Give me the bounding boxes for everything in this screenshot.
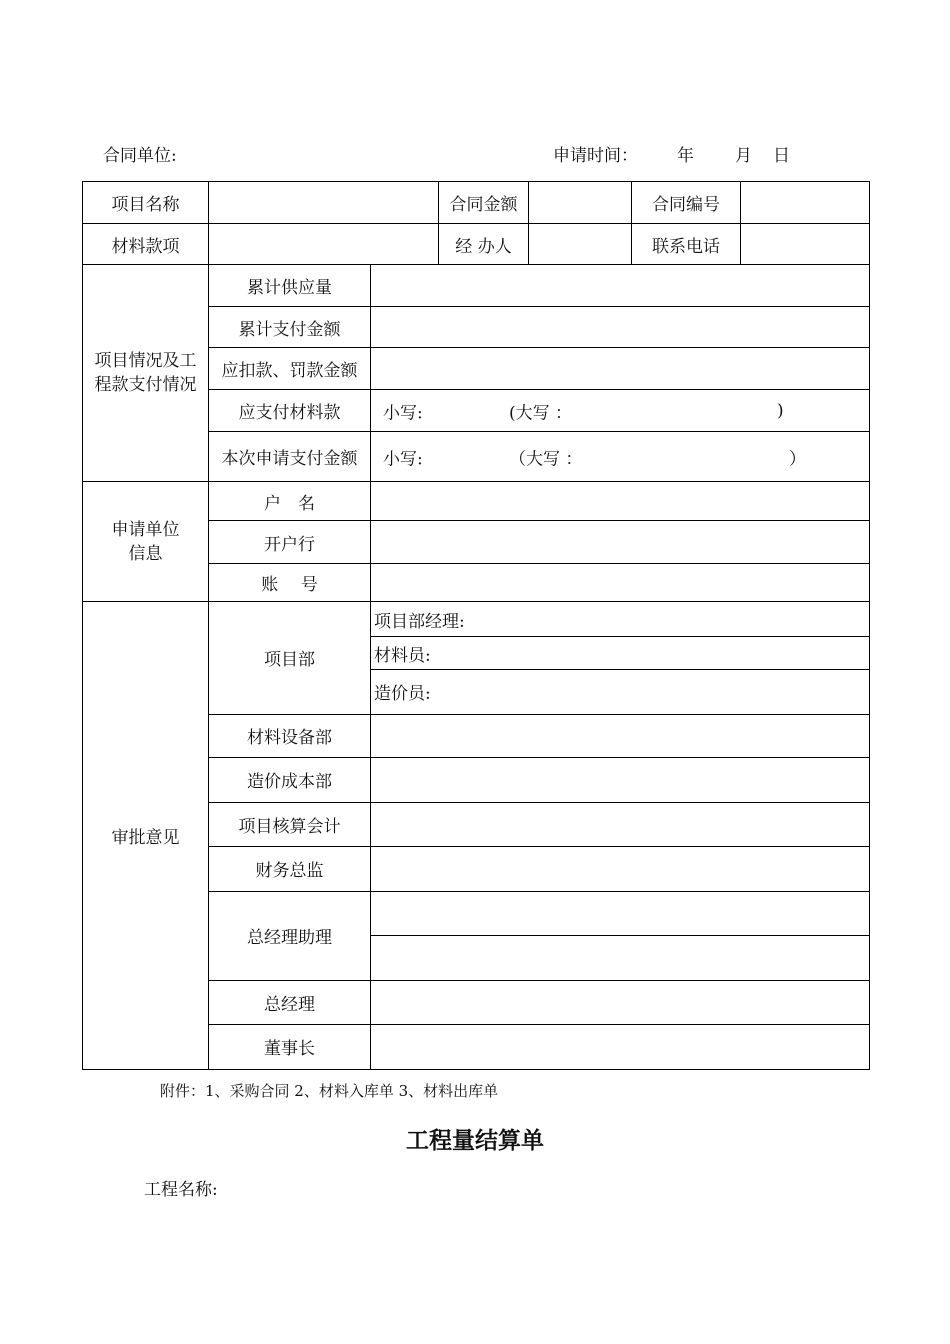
phone-label: 联系电话 (632, 224, 741, 265)
project-dept-label: 项目部 (209, 602, 371, 714)
material-item-label: 材料款项 (83, 224, 209, 265)
chairman-field[interactable] (371, 1024, 870, 1069)
contract-amount-field[interactable] (529, 182, 632, 224)
contract-unit-label: 合同单位: (103, 146, 177, 166)
applicant-info-line2: 信息 (128, 543, 163, 564)
gm-assistant-field-2[interactable] (371, 935, 870, 980)
account-name-label: 户 名 (209, 482, 371, 521)
attachment-note: 附件：1、采购合同 2、材料入库单 3、材料出库单 (160, 1082, 499, 1100)
chairman-label: 董事长 (209, 1024, 371, 1069)
cost-dept-field[interactable] (371, 757, 870, 802)
contract-amount-label: 合同金额 (439, 182, 529, 224)
applicant-info-line1: 申请单位 (111, 519, 180, 540)
cumulative-supply-label: 累计供应量 (209, 265, 371, 307)
payment-form-table (82, 181, 870, 1070)
cumulative-paid-field[interactable] (371, 307, 870, 348)
cost-clerk-field[interactable]: 造价员: (371, 670, 870, 714)
account-no-label: 账 号 (209, 564, 371, 602)
month-label: 月 (735, 146, 752, 166)
approval-label: 审批意见 (83, 602, 209, 1070)
material-equipment-label: 材料设备部 (209, 714, 371, 757)
payable-material-field[interactable] (371, 390, 870, 432)
deduction-field[interactable] (371, 348, 870, 390)
cost-dept-label: 造价成本部 (209, 757, 371, 802)
account-name-field[interactable] (371, 482, 870, 521)
payable-big-label: (大写 ： (509, 403, 573, 424)
bank-label: 开户行 (209, 521, 371, 564)
deduction-label: 应扣款、罚款金额 (209, 348, 371, 390)
bank-field[interactable] (371, 521, 870, 564)
account-no-field[interactable] (371, 564, 870, 602)
accounting-label: 项目核算会计 (209, 802, 371, 846)
project-name-label: 项目名称 (83, 182, 209, 224)
handler-label: 经 办人 (439, 224, 529, 265)
accounting-field[interactable] (371, 802, 870, 846)
settlement-title: 工程量结算单 (406, 1127, 544, 1154)
contract-no-field[interactable] (741, 182, 870, 224)
payable-close-paren: ) (777, 400, 784, 421)
cumulative-paid-label: 累计支付金额 (209, 307, 371, 348)
gm-field[interactable] (371, 980, 870, 1024)
material-item-field[interactable] (209, 224, 439, 265)
apply-big-label: （大写 ： (509, 449, 583, 470)
day-label: 日 (773, 146, 790, 166)
material-clerk-field[interactable]: 材料员: (371, 637, 870, 670)
project-status-label (83, 265, 209, 482)
project-status-line1: 项目情况及工 (94, 351, 197, 372)
apply-close-paren: ） (789, 449, 806, 470)
contract-no-label: 合同编号 (632, 182, 741, 224)
year-label: 年 (677, 146, 694, 166)
payable-small-label: 小写: (383, 403, 423, 424)
project-status-line2: 程款支付情况 (94, 375, 197, 396)
project-name-line-label: 工程名称: (144, 1180, 218, 1200)
gm-assistant-field-1[interactable] (371, 891, 870, 935)
material-equipment-field[interactable] (371, 714, 870, 757)
apply-time-label: 申请时间： (553, 146, 638, 166)
applicant-info-label (83, 482, 209, 602)
finance-director-field[interactable] (371, 846, 870, 891)
finance-director-label: 财务总监 (209, 846, 371, 891)
payable-material-label: 应支付材料款 (209, 390, 371, 432)
gm-label: 总经理 (209, 980, 371, 1024)
project-name-field[interactable] (209, 182, 439, 224)
cumulative-supply-field[interactable] (371, 265, 870, 307)
pm-field[interactable]: 项目部经理: (371, 602, 870, 637)
phone-field[interactable] (741, 224, 870, 265)
current-apply-label: 本次申请支付金额 (209, 432, 371, 482)
handler-field[interactable] (529, 224, 632, 265)
gm-assistant-label: 总经理助理 (209, 891, 371, 980)
current-apply-field[interactable] (371, 432, 870, 482)
apply-small-label: 小写: (383, 449, 423, 470)
